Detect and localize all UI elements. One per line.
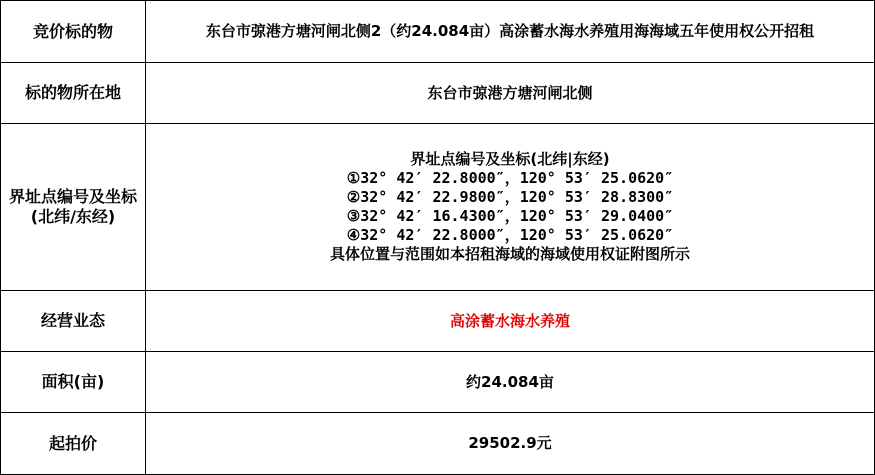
table-row-item	[1, 1, 875, 63]
item-label: 竞价标的物	[1, 1, 146, 63]
boundary-footer: 具体位置与范围如本招租海域的海域使用权证附图所示	[329, 245, 690, 263]
boundary-value	[146, 124, 875, 291]
area-value: 约24.084亩	[146, 352, 875, 413]
location-value: 东台市弶港方塘河闸北侧	[146, 63, 875, 124]
business-label: 经营业态	[1, 291, 146, 352]
price-value: 29502.9元	[146, 413, 875, 475]
boundary-point-4: ④32° 42′ 22.8000″，120° 53′ 25.0620″	[346, 226, 674, 244]
boundary-label	[1, 124, 146, 291]
table-row-price	[1, 413, 875, 475]
boundary-point-3: ③32° 42′ 16.4300″，120° 53′ 29.0400″	[346, 207, 674, 225]
business-value: 高涂蓄水海水养殖	[146, 291, 875, 352]
price-label: 起拍价	[1, 413, 146, 475]
boundary-label-line1: 界址点编号及坐标	[8, 187, 137, 206]
area-label: 面积(亩)	[1, 352, 146, 413]
boundary-point-1: ①32° 42′ 22.8000″，120° 53′ 25.0620″	[346, 169, 674, 187]
table-row-area	[1, 352, 875, 413]
location-label: 标的物所在地	[1, 63, 146, 124]
table-row-business	[1, 291, 875, 352]
table-row-location	[1, 63, 875, 124]
boundary-point-2: ②32° 42′ 22.9800″，120° 53′ 28.8300″	[346, 188, 674, 206]
table-row-boundary	[1, 124, 875, 291]
boundary-label-line2: (北纬/东经)	[30, 207, 116, 226]
item-value: 东台市弶港方塘河闸北侧2（约24.084亩）高涂蓄水海水养殖用海海域五年使用权公开招租	[146, 1, 875, 63]
boundary-header: 界址点编号及坐标(北纬|东经)	[410, 150, 610, 168]
